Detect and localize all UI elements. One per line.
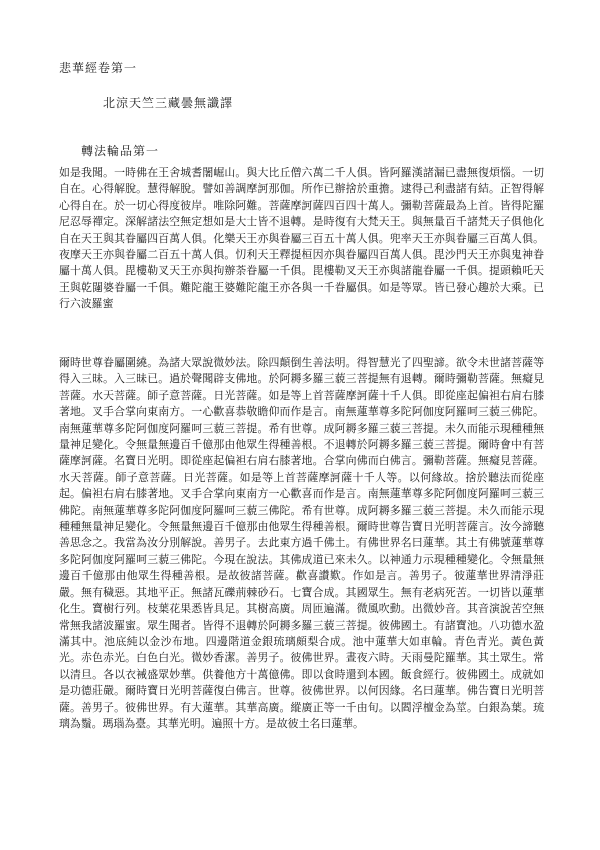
translator-line: 北涼天竺三藏曇無讖譯 — [103, 96, 234, 110]
paragraph-1: 如是我聞。一時佛在王舍城耆闍崛山。與大比丘僧六萬二千人俱。皆阿羅漢諸漏已盡無復煩惱。一切自在。心得解脫。慧得解脫。譬如善調摩訶那伽。所作已辦捨於重擔。逮得己利盡諸有結。正智得解心得自在。於一切心得度彼岸。唯除阿難。菩薩摩訶薩四百四十萬人。彌勒菩薩最為上首。皆得陀羅尼忍辱禪定。深解諸法空無定想如是大士皆不退轉。是時復有大梵天王。與無量百千諸梵天子俱他化自在天王與其眷屬四百萬人俱。化樂天王亦與眷屬三百五十萬人俱。兜率天王亦與眷屬三百萬人俱。夜摩天王亦與眷屬二百五十萬人俱。忉利天王釋提桓因亦與眷屬四百萬人俱。毘沙門天王亦與鬼神眷屬十萬人俱。毘樓勒叉天王亦與拘辦荼眷屬一千俱。毘樓勒叉天王亦與諸龍眷屬一千俱。提頭賴吒天王與乾闥婆眷屬一千俱。難陀龍王婆難陀龍王亦各與一千眷屬俱。如是等眾。皆已發心趣於大乘。已行六波羅蜜 — [59, 166, 544, 311]
chapter-title: 轉法輪品第一 — [81, 144, 160, 158]
scroll-title: 悲華經卷第一 — [59, 61, 138, 75]
paragraph-2: 爾時世尊眷屬圍繞。為諸大眾說微妙法。除四顛倒生善法明。得智慧光了四聖諦。欲令未世諸菩薩等得入三昧。入三昧已。過於聲聞辟支佛地。於阿耨多羅三藐三菩提無有退轉。爾時彌勒菩薩。無癡見菩薩。水天菩薩。師子意菩薩。日光菩薩。如是等上首菩薩摩訶薩十千人俱。即從座起偏袒右肩右膝著地。叉手合掌向東南方。一心歡喜恭敬瞻仰而作是言。南無蓮華尊多陀阿伽度阿羅呵三藐三佛陀。南無蓮華尊多陀阿伽度阿羅呵三藐三菩提。希有世尊。成阿耨多羅三藐三菩提。未久而能示現種種無量神足變化。令無量無邊百千億那由他眾生得種善根。不退轉於阿耨多羅三藐三菩提。爾時會中有菩薩摩訶薩。名寶日光明。即從座起偏袒右肩右膝著地。合掌向佛而白佛言。彌勒菩薩。無癡見菩薩。水天菩薩。師子意菩薩。日光菩薩。如是等上首菩薩摩訶薩十千人等。以何緣故。捨於聽法而從座起。偏袒右肩右膝著地。叉手合掌向東南方一心歡喜而作是言。南無蓮華尊多陀阿伽度阿羅呵三藐三佛陀。南無蓮華尊多陀阿伽度阿羅呵三藐三佛陀。希有世尊。成阿耨多羅三藐三菩提。未久而能示現種種無量神足變化。令無量無邊百千億那由他眾生得種善根。爾時世尊告寶日光明菩薩言。汝今諦聽善思念之。我當為汝分別解說。善男子。去此東方過千佛土。有佛世界名曰蓮華。其土有佛號蓮華尊多陀阿伽度阿羅呵三藐三佛陀。今現在說法。其佛成道已來未久。以神通力示現種種變化。令無量無邊百千億那由他眾生得種善根。是故彼諸菩薩。歡喜讚歎。作如是言。善男子。彼蓮華世界清淨莊嚴。無有穢惡。其地平正。無諸瓦礫荊棘砂石。七寶合成。其國眾生。無有老病死苦。一切皆以蓮華化生。寶樹行列。枝葉花果悉皆具足。其樹高廣。周匝遍滿。微風吹動。出微妙音。其音演說苦空無常無我諸波羅蜜。眾生聞者。皆得不退轉於阿耨多羅三藐三菩提。彼佛國土。有諸寶池。八功德水盈滿其中。池底純以金沙布地。四邊階道金銀琉璃頗梨合成。池中蓮華大如車輪。青色青光。黃色黃光。赤色赤光。白色白光。微妙香潔。善男子。彼佛世界。晝夜六時。天雨曼陀羅華。其土眾生。常以清旦。各以衣裓盛眾妙華。供養他方十萬億佛。即以食時還到本國。飯食經行。彼佛國土。成就如是功德莊嚴。爾時寶日光明菩薩復白佛言。世尊。彼佛世界。以何因緣。名曰蓮華。佛告寶日光明菩薩。善男子。彼佛世界。有大蓮華。其華高廣。縱廣正等一千由旬。以閻浮檀金為莖。白銀為葉。琉璃為鬚。瑪瑙為臺。其華光明。遍照十方。是故彼土名曰蓮華。 — [59, 356, 544, 730]
